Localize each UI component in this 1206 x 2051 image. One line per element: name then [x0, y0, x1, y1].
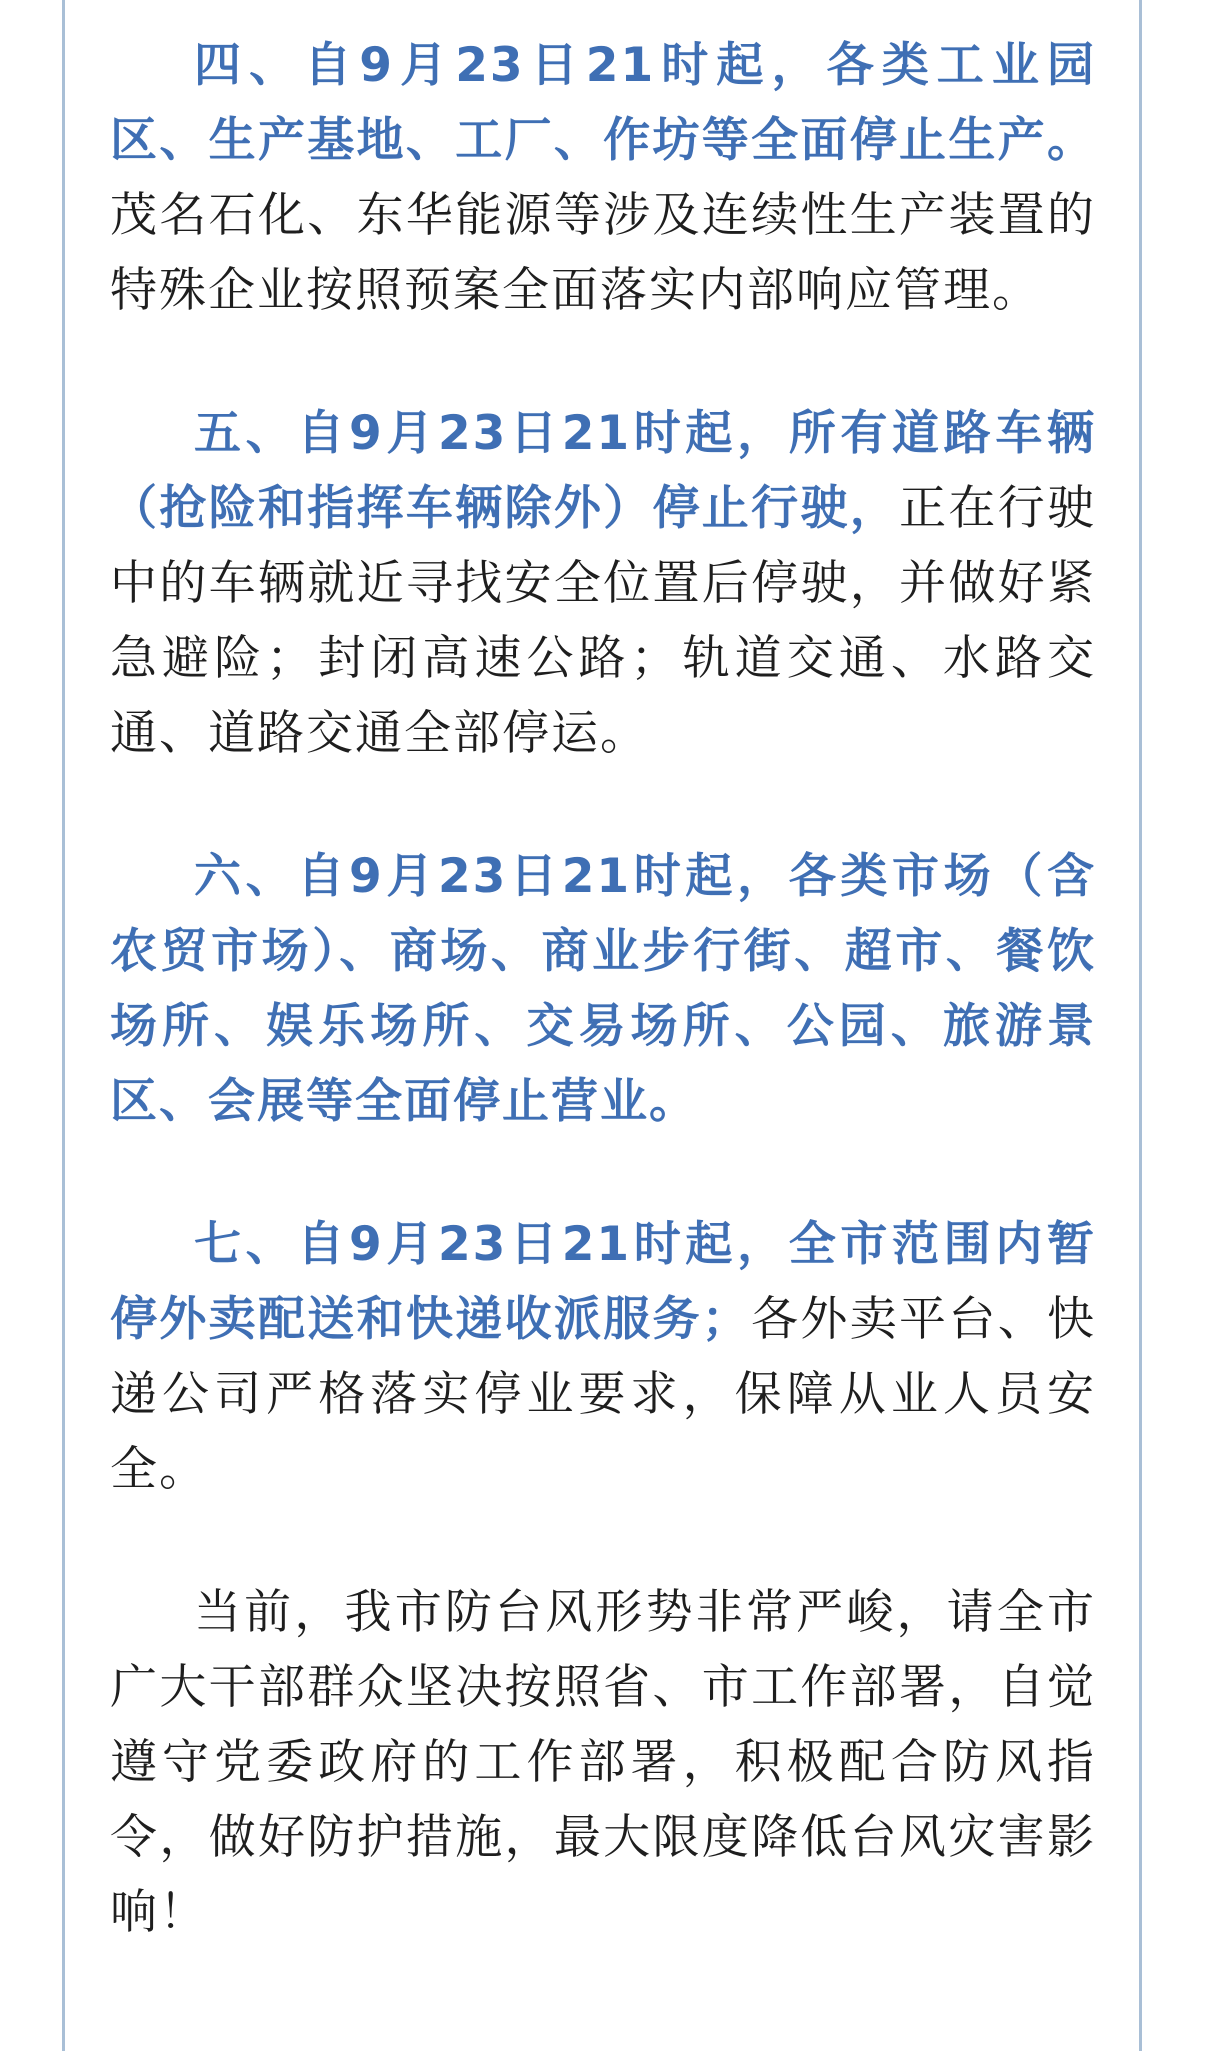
paragraph-four-highlight: 四、自9月23日21时起，各类工业园区、生产基地、工厂、作坊等全面停止生产。 [110, 38, 1096, 168]
paragraph-closing-text: 当前，我市防台风形势非常严峻，请全市广大干部群众坚决按照省、市工作部署，自觉遵守党委政府的工作部署，积极配合防风指令，做好防护措施，最大限度降低台风灾害影响！ [110, 1585, 1096, 1940]
paragraph-five [110, 396, 1096, 771]
paragraph-four [110, 28, 1096, 328]
paragraph-seven-highlight: 七、自9月23日21时起，全市范围内暂停外卖配送和快递收派服务； [110, 1217, 1096, 1347]
paragraph-five-text: 正在行驶中的车辆就近寻找安全位置后停驶，并做好紧急避险；封闭高速公路；轨道交通、水路交通、道路交通全部停运。 [110, 481, 1097, 761]
paragraph-five-highlight: 五、自9月23日21时起，所有道路车辆（抢险和指挥车辆除外）停止行驶， [110, 406, 1096, 536]
paragraph-seven-text: 各外卖平台、快递公司严格落实停业要求，保障从业人员安全。 [110, 1292, 1097, 1497]
paragraph-four-text: 茂名石化、东华能源等涉及连续性生产装置的特殊企业按照预案全面落实内部响应管理。 [110, 188, 1096, 318]
article-body [110, 28, 1096, 1950]
paragraph-six [110, 839, 1096, 1139]
paragraph-seven [110, 1207, 1096, 1507]
paragraph-six-highlight: 六、自9月23日21时起，各类市场（含农贸市场）、商场、商业步行街、超市、餐饮场所、娱乐场所、交易场所、公园、旅游景区、会展等全面停止营业。 [110, 849, 1096, 1129]
paragraph-closing [110, 1575, 1096, 1950]
